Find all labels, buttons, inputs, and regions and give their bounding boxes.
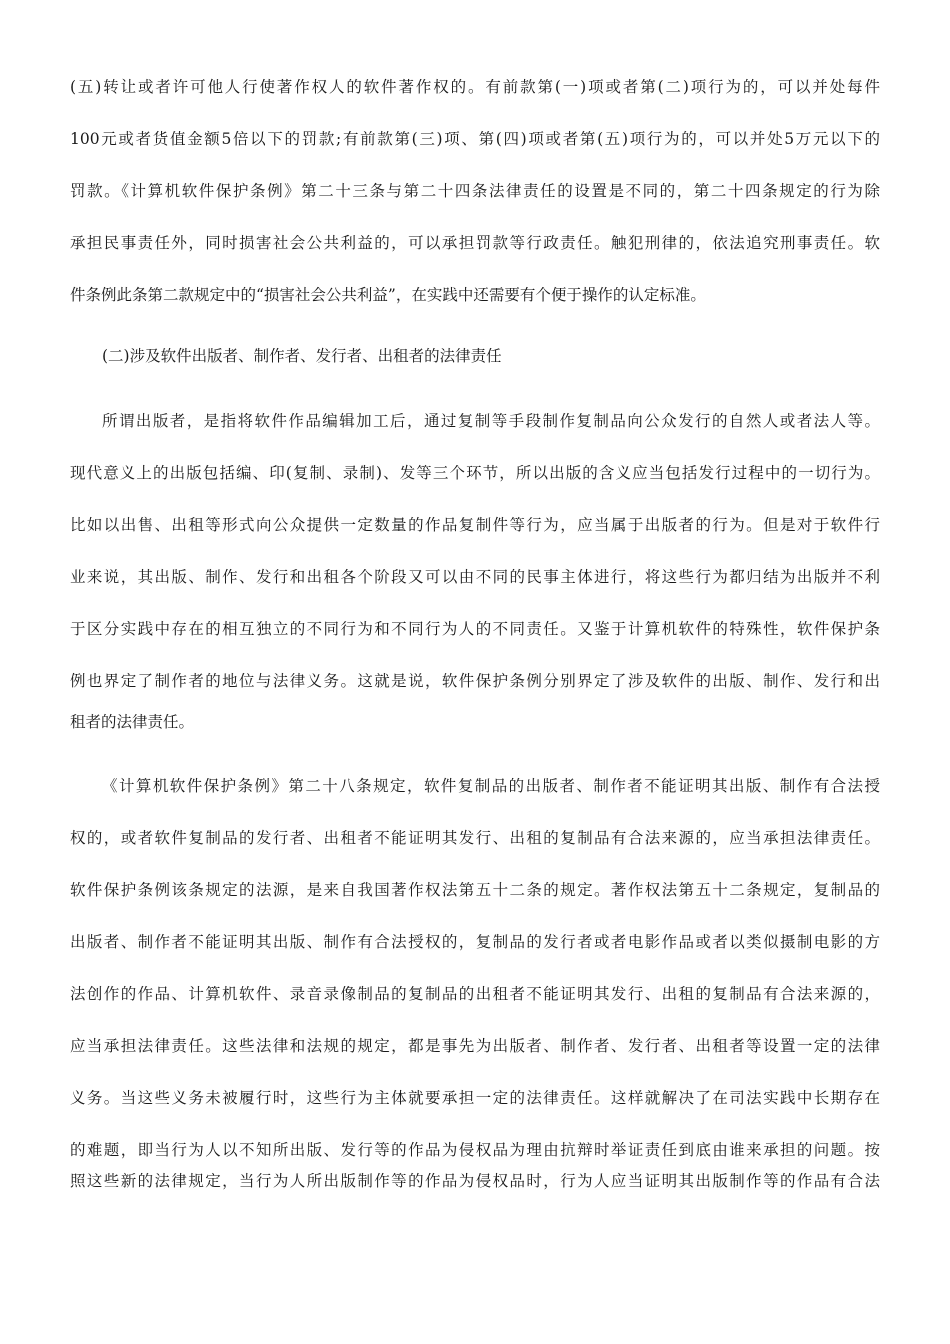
text-line: 应当承担法律责任。这些法律和法规的规定，都是事先为出版者、制作者、发行者、出租者等设置一定的法律 (70, 1037, 880, 1055)
text-line: 租者的法律责任。 (70, 713, 195, 731)
text-line: 承担民事责任外，同时损害社会公共利益的，可以承担罚款等行政责任。触犯刑律的，依法追究刑事责任。软 (70, 234, 880, 252)
text-line: 出版者、制作者不能证明其出版、制作有合法授权的，复制品的发行者或者电影作品或者以类似摄制电影的方 (70, 933, 880, 951)
text-line: 现代意义上的出版包括编、印(复制、录制)、发等三个环节，所以出版的含义应当包括发行过程中的一切行为。 (70, 464, 880, 482)
text-line: 比如以出售、出租等形式向公众提供一定数量的作品复制件等行为，应当属于出版者的行为。但是对于软件行 (70, 516, 880, 534)
text-line: 软件保护条例该条规定的法源，是来自我国著作权法第五十二条的规定。著作权法第五十二条规定，复制品的 (70, 881, 880, 899)
text-line: 所谓出版者，是指将软件作品编辑加工后，通过复制等手段制作复制品向公众发行的自然人或者法人等。 (102, 412, 880, 430)
text-line: 照这些新的法律规定，当行为人所出版制作等的作品为侵权品时，行为人应当证明其出版制作等的作品有合法 (70, 1172, 880, 1190)
text-line: 例也界定了制作者的地位与法律义务。这就是说，软件保护条例分别界定了涉及软件的出版、制作、发行和出 (70, 672, 880, 690)
text-line: 业来说，其出版、制作、发行和出租各个阶段又可以由不同的民事主体进行，将这些行为都归结为出版并不利 (70, 568, 880, 586)
text-line: (五)转让或者许可他人行使著作权人的软件著作权的。有前款第(一)项或者第(二)项行为的，可以并处每件 (70, 78, 880, 96)
section-heading: (二)涉及软件出版者、制作者、发行者、出租者的法律责任 (102, 347, 502, 365)
text-line: 权的，或者软件复制品的发行者、出租者不能证明其发行、出租的复制品有合法来源的，应当承担法律责任。 (70, 829, 880, 847)
text-line: 100元或者货值金额5倍以下的罚款;有前款第(三)项、第(四)项或者第(五)项行为的，可以并处5万元以下的 (70, 130, 880, 148)
text-line: 罚款。《计算机软件保护条例》第二十三条与第二十四条法律责任的设置是不同的，第二十四条规定的行为除 (70, 182, 880, 200)
text-line: 义务。当这些义务未被履行时，这些行为主体就要承担一定的法律责任。这样就解决了在司法实践中长期存在 (70, 1089, 880, 1107)
text-line: 件条例此条第二款规定中的“损害社会公共利益”，在实践中还需要有个便于操作的认定标准。 (70, 286, 706, 304)
text-line: 于区分实践中存在的相互独立的不同行为和不同行为人的不同责任。又鉴于计算机软件的特殊性，软件保护条 (70, 620, 880, 638)
text-line: 法创作的作品、计算机软件、录音录像制品的复制品的出租者不能证明其发行、出租的复制品有合法来源的， (70, 985, 880, 1003)
text-line: 《计算机软件保护条例》第二十八条规定，软件复制品的出版者、制作者不能证明其出版、制作有合法授 (102, 777, 880, 795)
text-line: 的难题，即当行为人以不知所出版、发行等的作品为侵权品为理由抗辩时举证责任到底由谁来承担的问题。按 (70, 1141, 880, 1159)
